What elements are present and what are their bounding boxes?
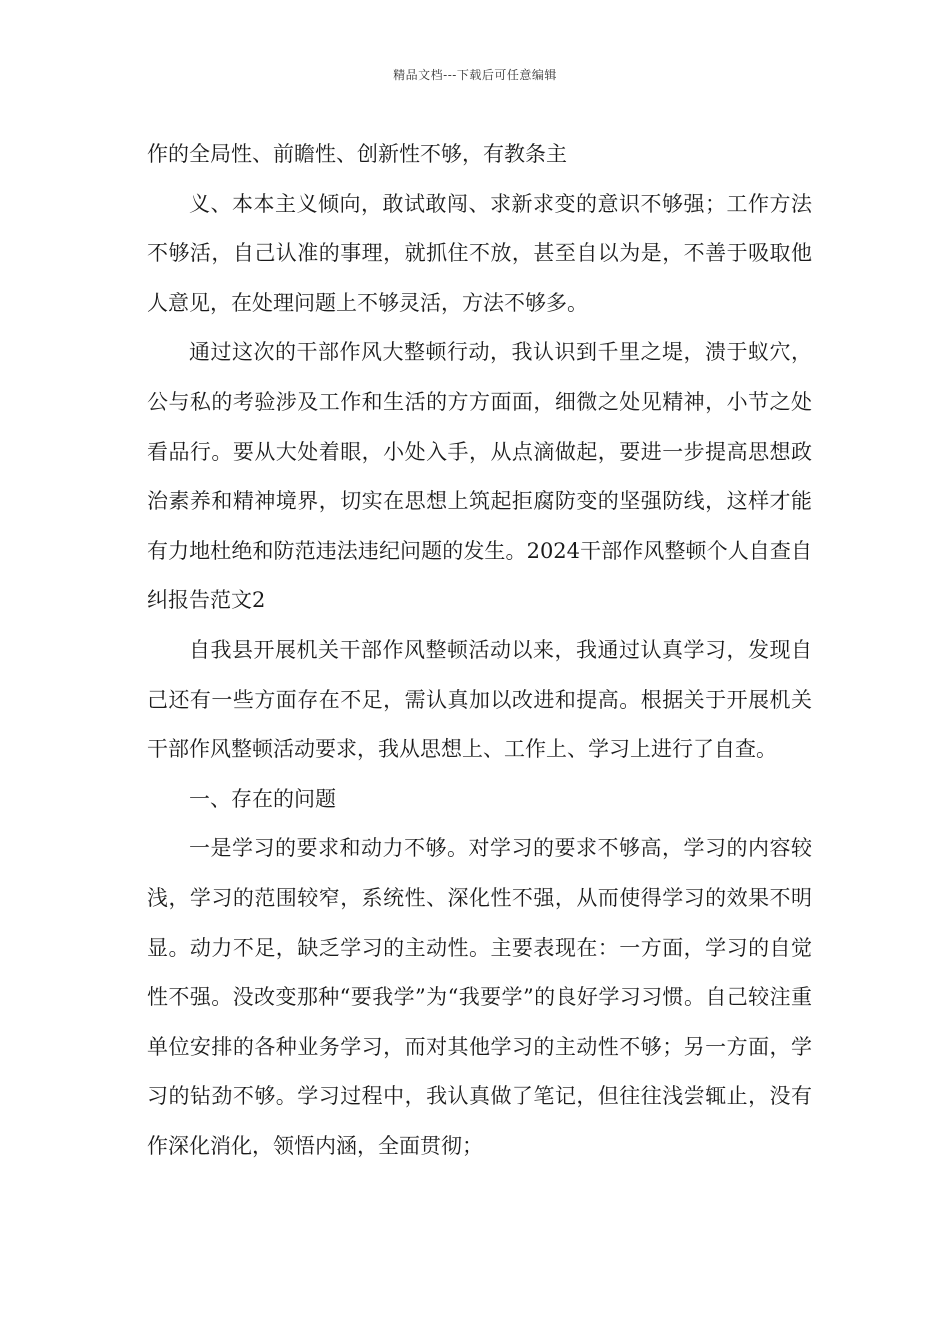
- page-header: 精品文档---下载后可任意编辑: [393, 68, 557, 82]
- paragraph-5: 一是学习的要求和动力不够。对学习的要求不够高，学习的内容较浅，学习的范围较窄，系统性、深化性不强，从而使得学习的效果不明显。动力不足，缺乏学习的主动性。主要表现在：一方面，学习的自觉性不强。没改变那种“要我学”为“我要学”的良好学习习惯。自己较注重单位安排的各种业务学习，而对其他学习的主动性不够；另一方面，学习的钻劲不够。学习过程中，我认真做了笔记，但往往浅尝辄止，没有作深化消化，领悟内涵，全面贯彻；: [147, 836, 812, 1158]
- section-heading: 一、存在的问题: [189, 786, 336, 811]
- paragraph-3: 通过这次的干部作风大整顿行动，我认识到千里之堤，溃于蚁穴，公与私的考验涉及工作和生活的方方面面，细微之处见精神，小节之处看品行。要从大处着眼，小处入手，从点滴做起，要进一步提高思想政治素养和精神境界，切实在思想上筑起拒腐防变的坚强防线，这样才能有力地杜绝和防范违法违纪问题的发生。2024干部作风整顿个人自查自纠报告范文2: [147, 340, 812, 613]
- paragraph-2: 义、本本主义倾向，敢试敢闯、求新求变的意识不够强；工作方法不够活，自己认准的事理，就抓住不放，甚至自以为是，不善于吸取他人意见，在处理问题上不够灵活，方法不够多。: [147, 191, 812, 315]
- paragraph-4: 自我县开展机关干部作风整顿活动以来，我通过认真学习，发现自己还有一些方面存在不足，需认真加以改进和提高。根据关于开展机关干部作风整顿活动要求，我从思想上、工作上、学习上进行了自查。: [147, 637, 812, 762]
- document-body: [147, 130, 812, 1171]
- paragraph-1: 作的全局性、前瞻性、创新性不够，有教条主: [147, 142, 567, 166]
